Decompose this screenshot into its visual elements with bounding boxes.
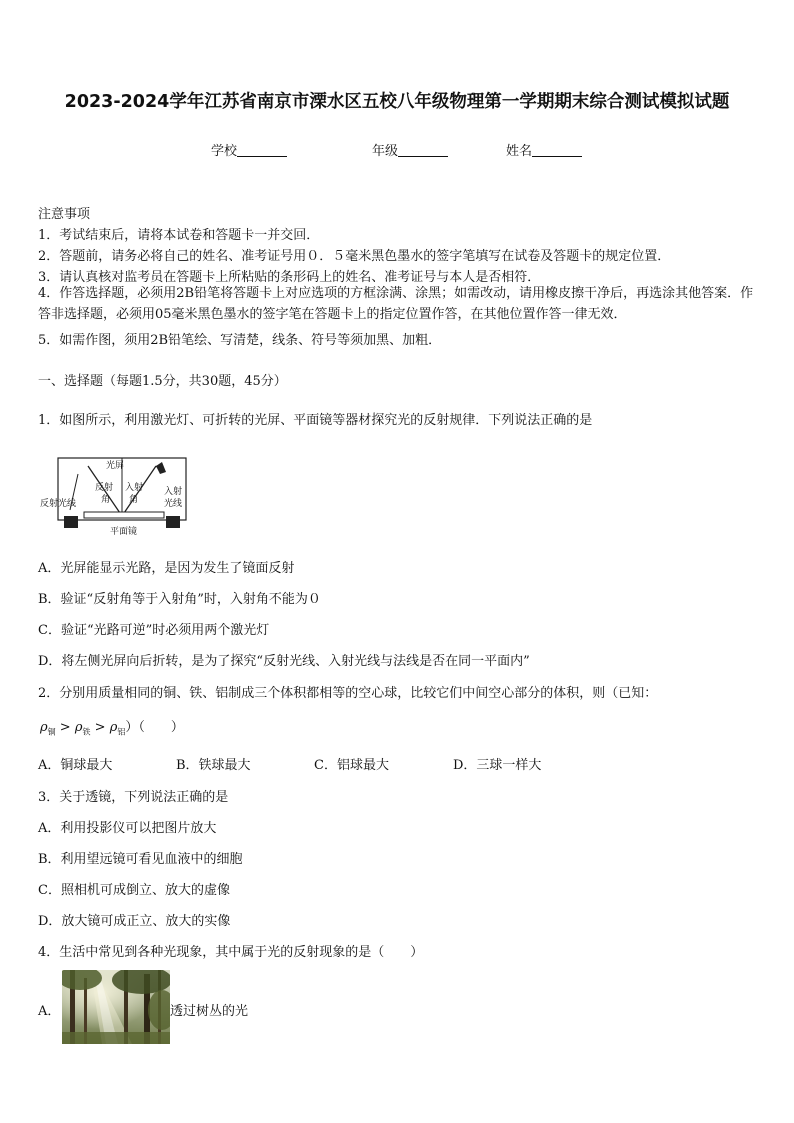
q4-option-a-text[interactable]: 透过树丛的光 — [170, 1004, 249, 1019]
sub-copper: 铜 — [47, 727, 56, 737]
right-stand — [166, 516, 180, 528]
gt-sign: > — [59, 720, 71, 735]
q4-stem: 4．生活中常见到各种光现象，其中属于光的反射现象的是（ ） — [38, 945, 424, 960]
grade-label: 年级 — [372, 144, 399, 159]
formula-tail: ）（ ） — [125, 720, 184, 735]
left-stand — [64, 516, 78, 528]
q1-option-b[interactable]: B．验证“反射角等于入射角”时，入射角不能为０ — [38, 592, 321, 607]
gt-sign: > — [94, 720, 106, 735]
note-item: 3．请认真核对监考员在答题卡上所粘贴的条形码上的姓名、准考证号与本人是否相符． — [38, 270, 541, 285]
incident-angle-label-2: 角 — [129, 495, 139, 505]
q3-option-c[interactable]: C．照相机可成倒立、放大的虚像 — [38, 883, 230, 898]
q1-stem: 1．如图所示，利用激光灯、可折转的光屏、平面镜等器材探究光的反射规律．下列说法正确的是 — [38, 413, 593, 428]
q1-option-c[interactable]: C．验证“光路可逆”时必须用两个激光灯 — [38, 623, 270, 638]
name-field — [506, 140, 582, 159]
exam-title: 2023-2024学年江苏省南京市溧水区五校八年级物理第一学期期末综合测试模拟试题 — [64, 92, 730, 112]
section-heading: 一、选择题（每题1.5分，共30题，45分） — [38, 374, 287, 389]
mirror-label: 平面镜 — [110, 527, 138, 537]
mirror-body — [84, 512, 164, 518]
reflect-angle-label-2: 角 — [101, 495, 111, 505]
q3-option-d[interactable]: D．放大镜可成正立、放大的实像 — [38, 914, 231, 929]
q2-option-a[interactable]: A．铜球最大 — [38, 758, 113, 773]
rho-symbol: ρ — [109, 720, 118, 735]
school-field — [211, 140, 287, 159]
sub-aluminum: 铝 — [117, 727, 126, 737]
q1-option-d[interactable]: D．将左侧光屏向后折转，是为了探究“反射光线、入射光线与法线是否在同一平面内” — [38, 654, 530, 669]
grade-blank[interactable] — [398, 143, 448, 157]
incident-ray-label-2: 光线 — [164, 499, 183, 509]
q2-option-c[interactable]: C．铝球最大 — [314, 758, 389, 773]
incident-ray-label-1: 入射 — [164, 487, 183, 497]
name-label: 姓名 — [506, 144, 533, 159]
note-item: 4．作答选择题，必须用2B铅笔将答题卡上对应选项的方框涂满、涂黑；如需改动，请用橡皮擦干净后，再选涂其他答案．作答非选择题，必须用05毫米黑色墨水的签字笔在答题卡上的指定位置作答，在其他位置作答一律无效． — [38, 286, 754, 322]
grade-field — [372, 140, 448, 159]
note-item: 1．考试结束后，请将本试卷和答题卡一并交回． — [38, 228, 320, 243]
reflected-ray-label: 反射光线 — [40, 499, 77, 509]
q3-option-b[interactable]: B．利用望远镜可看见血液中的细胞 — [38, 852, 243, 867]
q3-stem: 3．关于透镜，下列说法正确的是 — [38, 790, 229, 805]
sub-iron: 铁 — [82, 727, 91, 737]
rho-symbol: ρ — [40, 720, 48, 735]
q3-option-a[interactable]: A．利用投影仪可以把图片放大 — [38, 821, 217, 836]
q4-forest-light-photo — [62, 970, 170, 1044]
q1-reflection-diagram — [40, 454, 190, 540]
notes-heading: 注意事项 — [38, 207, 91, 222]
q2-density-formula — [40, 716, 184, 738]
q2-stem: 2．分别用质量相同的铜、铁、铝制成三个体积都相等的空心球，比较它们中间空心部分的体积，则（已知： — [38, 686, 658, 701]
screen-label: 光屏 — [106, 461, 125, 471]
rho-symbol: ρ — [74, 720, 83, 735]
school-label: 学校 — [211, 144, 238, 159]
q2-option-b[interactable]: B．铁球最大 — [176, 758, 251, 773]
q4-option-a-letter[interactable]: A． — [38, 1004, 61, 1019]
reflect-angle-label-1: 反射 — [95, 483, 114, 493]
q2-option-d[interactable]: D．三球一样大 — [453, 758, 542, 773]
q1-option-a[interactable]: A．光屏能显示光路，是因为发生了镜面反射 — [38, 561, 295, 576]
school-blank[interactable] — [237, 143, 287, 157]
note-item: 5．如需作图，须用2B铅笔绘、写清楚，线条、符号等须加黑、加粗． — [38, 333, 442, 348]
note-item: 2．答题前，请务必将自己的姓名、准考证号用０．５毫米黑色墨水的签字笔填写在试卷及答题卡的规定位置． — [38, 249, 671, 264]
name-blank[interactable] — [532, 143, 582, 157]
incident-angle-label-1: 入射 — [125, 483, 144, 493]
